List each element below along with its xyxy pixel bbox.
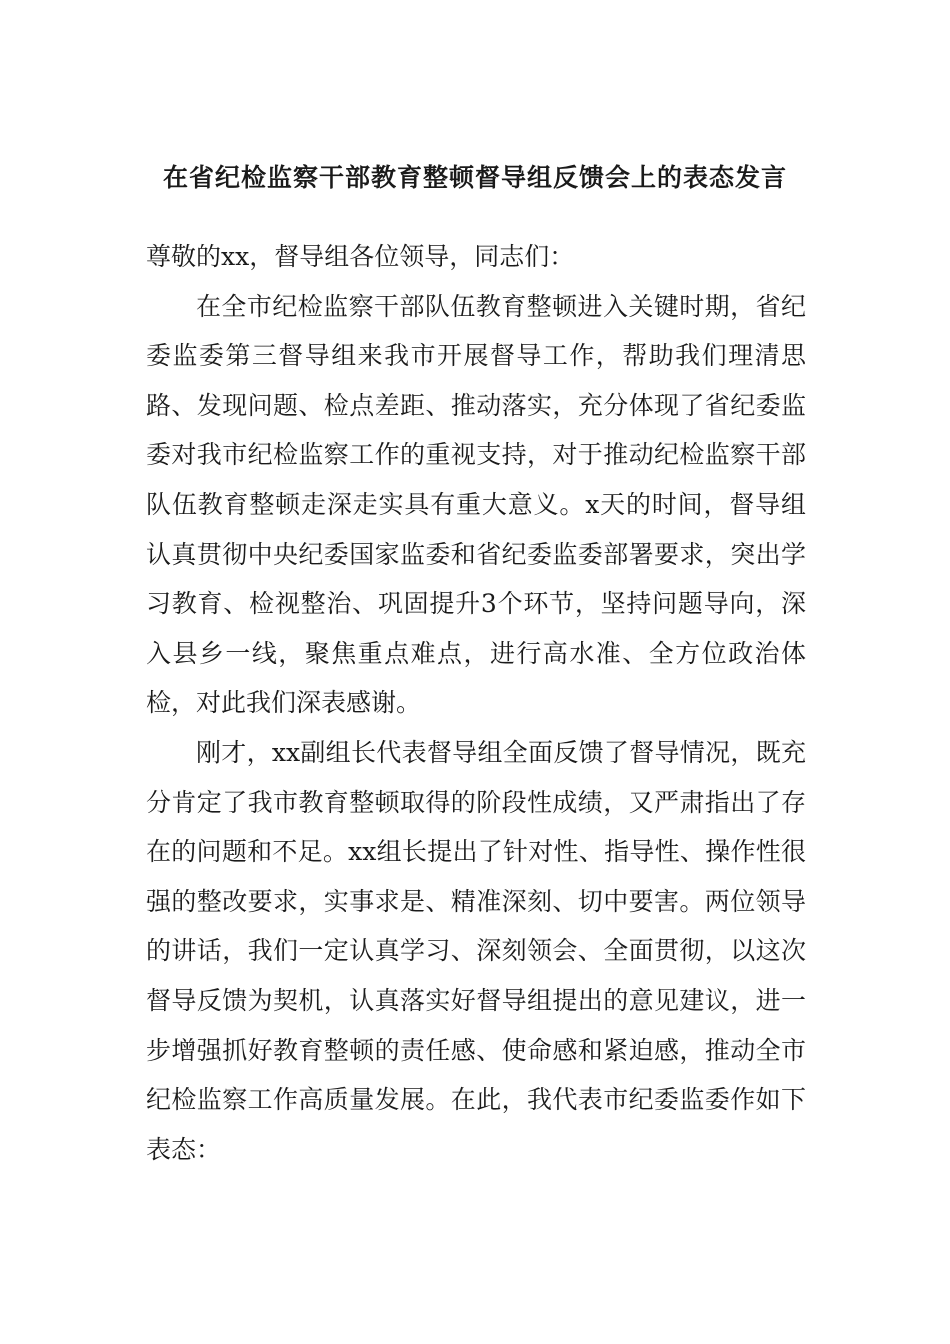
paragraph-2: 刚才，xx副组长代表督导组全面反馈了督导情况，既充分肯定了我市教育整顿取得的阶段性成绩，又严肃指出了存在的问题和不足。xx组长提出了针对性、指导性、操作性很强的整改要求，实事求是、精准深刻、切中要害。两位领导的讲话，我们一定认真学习、深刻领会、全面贯彻，以这次督导反馈为契机，认真落实好督导组提出的意见建议，进一步增强抓好教育整顿的责任感、使命感和紧迫感，推动全市纪检监察工作高质量发展。在此，我代表市纪委监委作如下表态： [146,737,806,1164]
document-body [146,232,806,1174]
salutation: 尊敬的xx，督导组各位领导，同志们： [146,242,575,271]
document-title: 在省纪检监察干部教育整顿督导组反馈会上的表态发言 [162,163,787,192]
paragraph-1: 在全市纪检监察干部队伍教育整顿进入关键时期，省纪委监委第三督导组来我市开展督导工作，帮助我们理清思路、发现问题、检点差距、推动落实，充分体现了省纪委监委对我市纪检监察工作的重视支持，对于推动纪检监察干部队伍教育整顿走深走实具有重大意义。x天的时间，督导组认真贯彻中央纪委国家监委和省纪委监委部署要求，突出学习教育、检视整治、巩固提升3个环节，坚持问题导向，深入县乡一线，聚焦重点难点，进行高水准、全方位政治体检，对此我们深表感谢。 [146,291,806,718]
